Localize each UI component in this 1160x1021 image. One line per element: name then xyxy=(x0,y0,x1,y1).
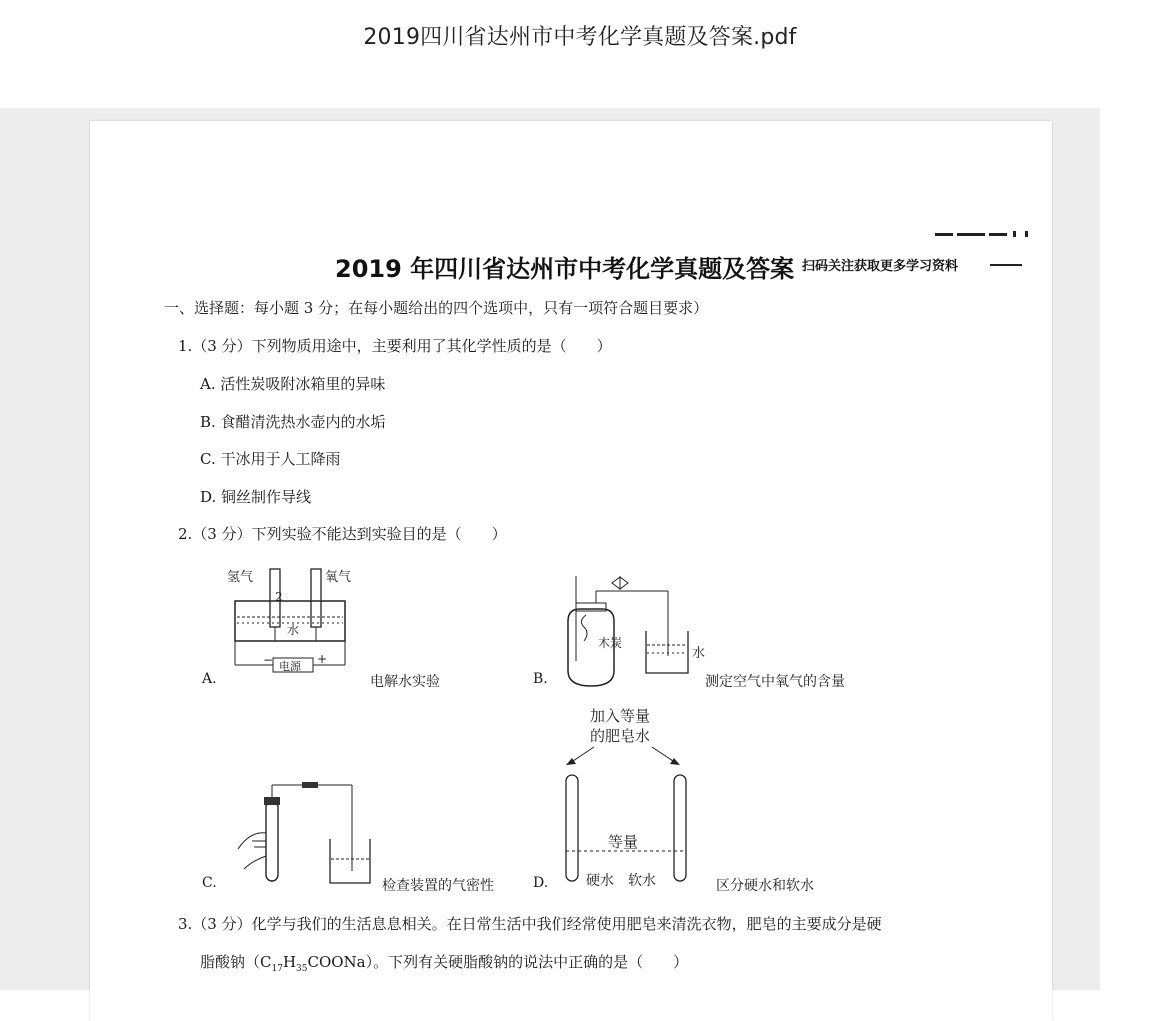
option-c-letter: C. xyxy=(202,875,217,891)
add-soap-line1: 加入等量 xyxy=(590,707,651,725)
question-2-stem: 2.（3 分）下列实验不能达到实验目的是（ ） xyxy=(178,525,507,543)
q3-sub-35: 35 xyxy=(296,964,308,974)
tube-number-1: 2 xyxy=(275,590,283,604)
oxygen-measurement-diagram xyxy=(550,561,706,691)
beaker-water-label: 水 xyxy=(692,646,706,661)
q3-h: H xyxy=(282,953,297,971)
hard-water-label: 硬水 xyxy=(586,873,614,889)
add-soap-line2: 的肥皂水 xyxy=(590,727,651,745)
qr-note-dash xyxy=(990,264,1022,266)
airtightness-diagram xyxy=(230,761,390,891)
electrolysis-diagram xyxy=(225,561,365,681)
qr-note: 扫码关注获取更多学习资料 xyxy=(802,259,959,274)
option-c-caption: 检查装置的气密性 xyxy=(382,878,494,894)
viewer-header xyxy=(0,0,1100,108)
soft-water-label: 软水 xyxy=(628,873,656,889)
power-label: 电源 xyxy=(279,660,301,673)
figure-oxygen-measurement xyxy=(550,561,706,691)
question-3-continuation xyxy=(200,951,688,974)
option-b-letter: B. xyxy=(533,671,548,687)
minus-sign: − xyxy=(263,653,274,667)
equal-amount-label: 等量 xyxy=(608,833,639,851)
figure-electrolysis xyxy=(225,561,365,681)
water-label: 水 xyxy=(287,623,300,637)
q3-cont-post: COONa）。下列有关硬脂酸钠的说法中正确的是（ ） xyxy=(307,953,689,971)
oxygen-label: 氧气 xyxy=(325,570,352,585)
paper-title: 2019 年四川省达州市中考化学真题及答案 xyxy=(335,255,795,283)
pdf-page xyxy=(90,121,1052,1021)
hard-soft-water-diagram xyxy=(560,705,720,895)
plus-sign: + xyxy=(317,652,328,666)
corner-decoration xyxy=(935,229,1031,239)
q1-option-a: A. 活性炭吸附冰箱里的异味 xyxy=(200,375,386,393)
carbon-label: 木炭 xyxy=(598,636,623,650)
section-heading: 一、选择题：每小题 3 分；在每小题给出的四个选项中，只有一项符合题目要求） xyxy=(164,299,709,317)
option-b-caption: 测定空气中氧气的含量 xyxy=(705,674,845,690)
q3-cont-pre: 脂酸钠（C xyxy=(200,953,272,971)
question-3-stem: 3.（3 分）化学与我们的生活息息相关。在日常生活中我们经常使用肥皂来清洗衣物，肥皂的主要成分是硬 xyxy=(178,915,882,933)
q1-option-c: C. 干冰用于人工降雨 xyxy=(200,450,341,468)
option-d-letter: D. xyxy=(533,875,549,891)
q1-option-b: B. 食醋清洗热水壶内的水垢 xyxy=(200,413,386,431)
option-a-letter: A. xyxy=(202,671,217,687)
q3-sub-17: 17 xyxy=(271,964,283,974)
figure-hard-soft-water xyxy=(560,705,720,895)
hydrogen-label: 氢气 xyxy=(227,570,254,585)
file-title: 2019四川省达州市中考化学真题及答案.pdf xyxy=(363,25,797,50)
option-a-caption: 电解水实验 xyxy=(370,674,440,690)
figure-airtightness xyxy=(230,761,390,891)
q1-option-d: D. 铜丝制作导线 xyxy=(200,488,312,506)
option-d-caption: 区分硬水和软水 xyxy=(716,878,814,894)
question-1-stem: 1.（3 分）下列物质用途中，主要利用了其化学性质的是（ ） xyxy=(178,337,612,355)
